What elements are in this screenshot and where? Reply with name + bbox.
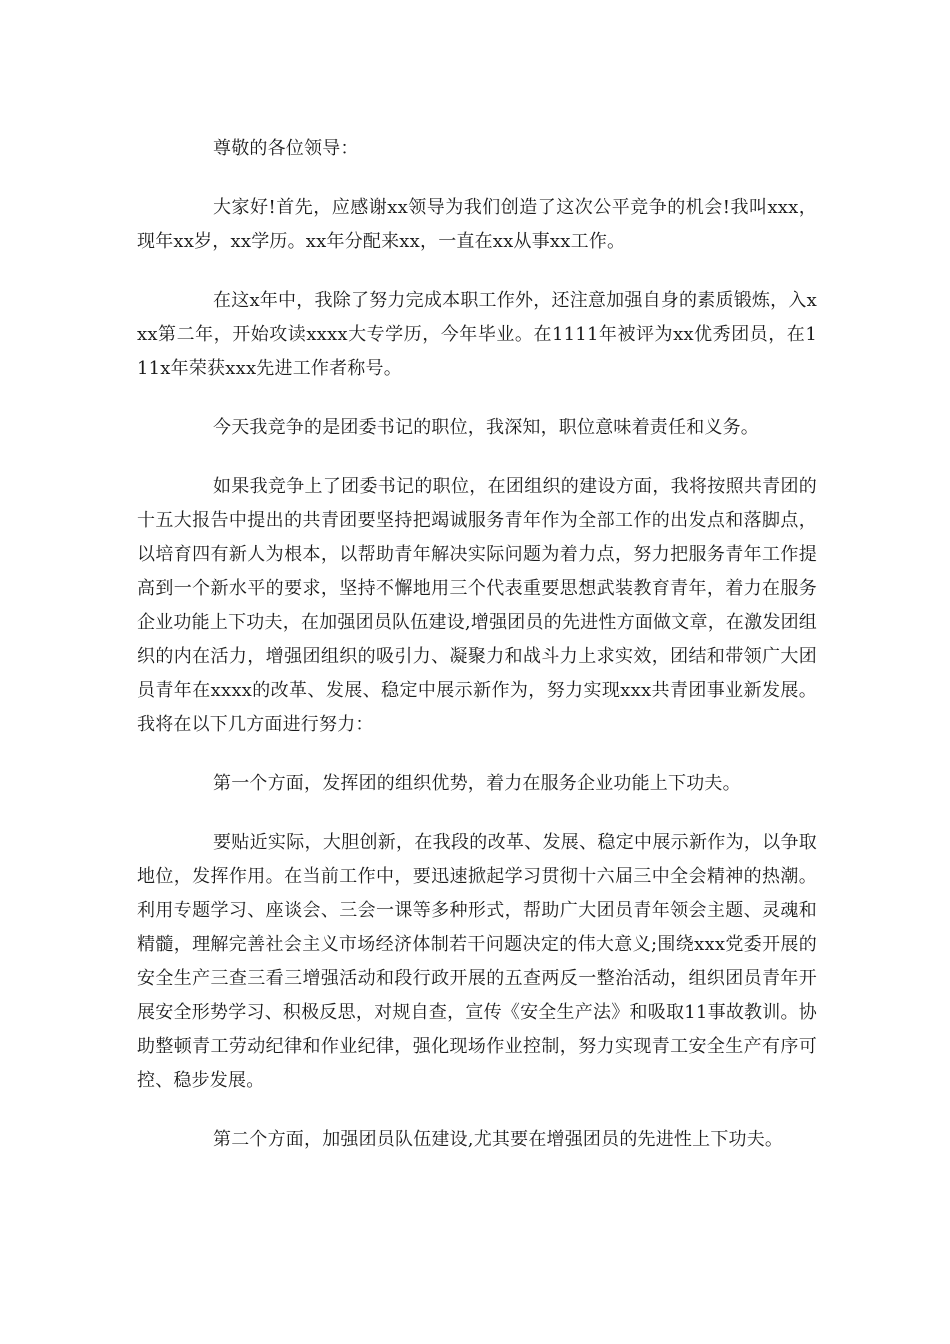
paragraph-plan: 如果我竞争上了团委书记的职位，在团组织的建设方面，我将按照共青团的十五大报告中提出的共青团要坚持把竭诚服务青年作为全部工作的出发点和落脚点，以培育四有新人为根本，以帮助青年解决实际问题为着力点，努力把服务青年工作提高到一个新水平的要求，坚持不懈地用三个代表重要思想武装教育青年，着力在服务企业功能上下功夫，在加强团员队伍建设,增强团员的先进性方面做文章，在激发团组织的内在活力，增强团组织的吸引力、凝聚力和战斗力上求实效，团结和带领广大团员青年在xxxx的改革、发展、稳定中展示新作为，努力实现xxx共青团事业新发展。我将在以下几方面进行努力： <box>137 476 817 735</box>
paragraph-aspect-one-detail: 要贴近实际，大胆创新，在我段的改革、发展、稳定中展示新作为，以争取地位，发挥作用。在当前工作中，要迅速掀起学习贯彻十六届三中全会精神的热潮。利用专题学习、座谈会、三会一课等多种形式，帮助广大团员青年领会主题、灵魂和精髓，理解完善社会主义市场经济体制若干问题决定的伟大意义;围绕xxx党委开展的安全生产三查三看三增强活动和段行政开展的五查两反一整治活动，组织团员青年开展安全形势学习、积极反思，对规自查，宣传《安全生产法》和吸取11事故教训。协助整顿青工劳动纪律和作业纪律，强化现场作业控制，努力实现青工安全生产有序可控、稳步发展。 <box>137 832 817 1091</box>
salutation: 尊敬的各位领导： <box>213 138 359 159</box>
paragraph-greeting: 大家好!首先，应感谢xx领导为我们创造了这次公平竞争的机会!我叫xxx，现年xx岁，xx学历。xx年分配来xx，一直在xx从事xx工作。 <box>137 197 817 252</box>
document-body <box>137 132 817 1182</box>
paragraph-aspect-one: 第一个方面，发挥团的组织优势，着力在服务企业功能上下功夫。 <box>213 773 741 794</box>
paragraph-aspect-two: 第二个方面，加强团员队伍建设,尤其要在增强团员的先进性上下功夫。 <box>213 1129 784 1150</box>
paragraph-experience: 在这x年中，我除了努力完成本职工作外，还注意加强自身的素质锻炼，入xxx第二年，开始攻读xxxx大专学历，今年毕业。在1111年被评为xx优秀团员，在111x年荣获xxx先进工作者称号。 <box>137 290 817 379</box>
paragraph-position: 今天我竞争的是团委书记的职位，我深知，职位意味着责任和义务。 <box>213 417 759 438</box>
